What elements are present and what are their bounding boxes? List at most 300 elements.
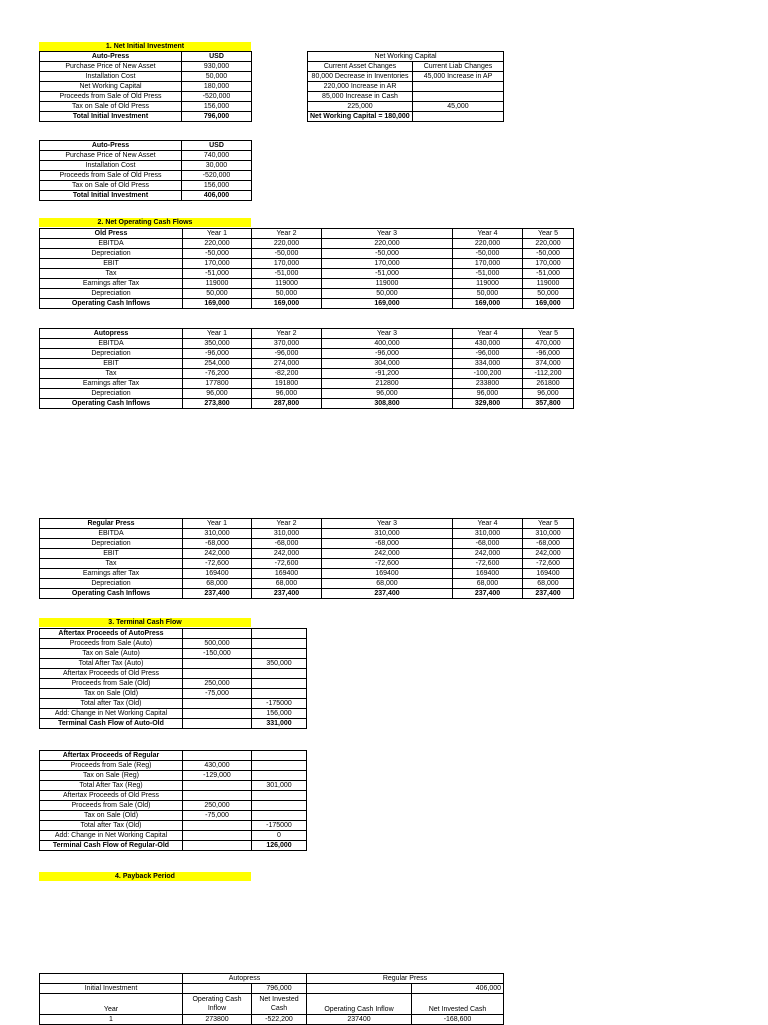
auto-cell: -112,200	[523, 369, 574, 379]
terminal-auto-cell: Total After Tax (Auto)	[40, 659, 183, 669]
nwc-row	[308, 92, 504, 102]
regular-row	[40, 539, 574, 549]
terminal-regular-cell	[252, 791, 307, 801]
auto-cell: 350,000	[183, 339, 252, 349]
initial-investment-2-cell: Tax on Sale of Old Press	[40, 181, 182, 191]
terminal-auto-cell	[183, 659, 252, 669]
old-cell: EBITDA	[40, 239, 183, 249]
auto-header-row	[40, 329, 574, 339]
auto-cell: 177800	[183, 379, 252, 389]
initial-investment-cell: USD	[182, 52, 252, 62]
nwc-cell	[413, 82, 504, 92]
terminal-regular-cell	[183, 841, 252, 851]
old-title: Old Press	[40, 229, 183, 239]
terminal-regular-row	[40, 831, 307, 841]
initial-investment-row	[40, 72, 252, 82]
regular-cell: Earnings after Tax	[40, 569, 183, 579]
regular-cell: EBITDA	[40, 529, 183, 539]
initial-investment-cell: -520,000	[182, 92, 252, 102]
regular-cell: 242,000	[252, 549, 322, 559]
initial-investment-cell: 50,000	[182, 72, 252, 82]
auto-row	[40, 339, 574, 349]
old-cell: 50,000	[322, 289, 453, 299]
old-cell: 169,000	[183, 299, 252, 309]
terminal-auto-cell: Tax on Sale (Old)	[40, 689, 183, 699]
old-press-cashflow-table	[39, 228, 574, 309]
regular-cell: 68,000	[252, 579, 322, 589]
old-row	[40, 239, 574, 249]
initial-investment-row	[40, 82, 252, 92]
terminal-regular-cell: -75,000	[183, 811, 252, 821]
auto-cell: -96,000	[252, 349, 322, 359]
auto-row	[40, 359, 574, 369]
auto-cell: Depreciation	[40, 389, 183, 399]
regular-cell: Depreciation	[40, 539, 183, 549]
initial-investment-cell: Installation Cost	[40, 72, 182, 82]
terminal-regular-cell: Proceeds from Sale (Old)	[40, 801, 183, 811]
auto-cell: 96,000	[183, 389, 252, 399]
old-cell: 170,000	[183, 259, 252, 269]
year-header: Year 2	[252, 329, 322, 339]
auto-cell: 287,800	[252, 399, 322, 409]
regular-cell: -68,000	[523, 539, 574, 549]
terminal-regular-cell: Total After Tax (Reg)	[40, 781, 183, 791]
old-cell: 220,000	[322, 239, 453, 249]
auto-cell: 96,000	[453, 389, 523, 399]
terminal-auto-cell: -75,000	[183, 689, 252, 699]
terminal-auto-cell: 350,000	[252, 659, 307, 669]
year-header: Year 1	[183, 519, 252, 529]
regular-cell: 68,000	[523, 579, 574, 589]
terminal-auto-row	[40, 699, 307, 709]
auto-initial-blank	[183, 984, 252, 994]
initial-investment-2-row	[40, 151, 252, 161]
regular-cell: 169400	[183, 569, 252, 579]
nwc-row	[308, 62, 504, 72]
nwc-cell: Current Liab Changes	[413, 62, 504, 72]
autopress-heading: Autopress	[183, 974, 307, 984]
initial-investment-row	[40, 92, 252, 102]
terminal-auto-cell: Aftertax Proceeds of Old Press	[40, 669, 183, 679]
auto-cell: 96,000	[322, 389, 453, 399]
terminal-regular-cell: -175000	[252, 821, 307, 831]
net-invested-reg: Net Invested Cash	[412, 994, 504, 1015]
auto-cell: -96,000	[453, 349, 523, 359]
regular-cell: 310,000	[183, 529, 252, 539]
old-cell: 169,000	[322, 299, 453, 309]
op-cash-inflow-auto: Operating Cash Inflow	[183, 994, 252, 1015]
regular-cell: 242,000	[453, 549, 523, 559]
auto-cell: 370,000	[252, 339, 322, 349]
old-cell: 119000	[183, 279, 252, 289]
old-cell: -50,000	[523, 249, 574, 259]
terminal-auto-cell: Aftertax Proceeds of AutoPress	[40, 629, 183, 639]
terminal-regular-cell: Total after Tax (Old)	[40, 821, 183, 831]
initial-investment-row	[40, 52, 252, 62]
terminal-regular-cell	[252, 801, 307, 811]
initial-investment-cell: Proceeds from Sale of Old Press	[40, 92, 182, 102]
auto-cell: 274,000	[252, 359, 322, 369]
old-cell: 220,000	[523, 239, 574, 249]
regular-cell: 242,000	[523, 549, 574, 559]
terminal-regular-row	[40, 791, 307, 801]
net-invested-auto: Net Invested Cash	[252, 994, 307, 1015]
auto-cell: 329,800	[453, 399, 523, 409]
terminal-auto-cell: 156,000	[252, 709, 307, 719]
payback-auto-inflow-1: 273800	[183, 1015, 252, 1025]
regular-cell: 310,000	[322, 529, 453, 539]
old-row	[40, 249, 574, 259]
terminal-regular-cell: Add: Change in Net Working Capital	[40, 831, 183, 841]
terminal-regular-cell: 250,000	[183, 801, 252, 811]
terminal-auto-row	[40, 669, 307, 679]
initial-investment-2-cell: Purchase Price of New Asset	[40, 151, 182, 161]
terminal-auto-cell	[252, 649, 307, 659]
terminal-regular-cell	[183, 781, 252, 791]
old-row	[40, 269, 574, 279]
auto-cell: EBIT	[40, 359, 183, 369]
payback-year-1: 1	[40, 1015, 183, 1025]
terminal-auto-cell: Proceeds from Sale (Auto)	[40, 639, 183, 649]
nwc-cell: 45,000 Increase in AP	[413, 72, 504, 82]
payback-blank	[40, 974, 183, 984]
old-row	[40, 289, 574, 299]
auto-row	[40, 349, 574, 359]
old-cell: 170,000	[523, 259, 574, 269]
regular-title: Regular Press	[40, 519, 183, 529]
terminal-auto-cell	[183, 699, 252, 709]
regular-cell: 310,000	[252, 529, 322, 539]
initial-investment-cell: 796,000	[182, 112, 252, 122]
terminal-auto-cell	[252, 629, 307, 639]
auto-cell: -100,200	[453, 369, 523, 379]
regular-cell: -68,000	[322, 539, 453, 549]
year-label: Year	[40, 994, 183, 1015]
regular-press-heading: Regular Press	[307, 974, 504, 984]
year-header: Year 5	[523, 519, 574, 529]
nwc-cell	[413, 92, 504, 102]
section3-header: 3. Terminal Cash Flow	[39, 618, 251, 627]
initial-investment-label: Initial Investment	[40, 984, 183, 994]
initial-investment-cell: 156,000	[182, 102, 252, 112]
initial-investment-2-row	[40, 141, 252, 151]
terminal-regular-row	[40, 771, 307, 781]
nwc-cell: 85,000 Increase in Cash	[308, 92, 413, 102]
initial-investment-2-cell: Installation Cost	[40, 161, 182, 171]
initial-investment-row	[40, 112, 252, 122]
terminal-regular-row	[40, 841, 307, 851]
auto-cell: 304,000	[322, 359, 453, 369]
terminal-auto-cell	[183, 719, 252, 729]
payback-table	[39, 973, 504, 1025]
auto-initial-value: 796,000	[252, 984, 307, 994]
net-working-capital-table	[307, 51, 504, 122]
auto-cell: 254,000	[183, 359, 252, 369]
regular-cell: 68,000	[322, 579, 453, 589]
nwc-cell: 45,000	[413, 102, 504, 112]
regular-row	[40, 569, 574, 579]
nwc-row	[308, 72, 504, 82]
regular-row	[40, 549, 574, 559]
initial-investment-2-cell: 156,000	[182, 181, 252, 191]
old-cell: 220,000	[183, 239, 252, 249]
initial-investment-2-cell: 740,000	[182, 151, 252, 161]
initial-investment-2-cell: 30,000	[182, 161, 252, 171]
terminal-auto-row	[40, 709, 307, 719]
regular-cell: 242,000	[322, 549, 453, 559]
terminal-regular-row	[40, 821, 307, 831]
regular-cell: -68,000	[453, 539, 523, 549]
regular-cell: Depreciation	[40, 579, 183, 589]
initial-investment-2-row	[40, 191, 252, 201]
terminal-regular-cell: -129,000	[183, 771, 252, 781]
auto-row	[40, 389, 574, 399]
old-cell: -51,000	[322, 269, 453, 279]
terminal-auto-cell: Add: Change in Net Working Capital	[40, 709, 183, 719]
initial-investment-table-2	[39, 140, 252, 201]
auto-cell: Depreciation	[40, 349, 183, 359]
nwc-cell: 225,000	[308, 102, 413, 112]
terminal-auto-cell: Tax on Sale (Auto)	[40, 649, 183, 659]
year-header: Year 3	[322, 329, 453, 339]
regular-row	[40, 589, 574, 599]
auto-cell: 334,000	[453, 359, 523, 369]
terminal-regular-row	[40, 781, 307, 791]
initial-investment-2-row	[40, 171, 252, 181]
terminal-regular-cell	[183, 821, 252, 831]
payback-auto-net-1: -522,200	[252, 1015, 307, 1025]
terminal-regular-row	[40, 761, 307, 771]
terminal-regular-table	[39, 750, 307, 851]
regular-cell: 169400	[453, 569, 523, 579]
regular-cell: EBIT	[40, 549, 183, 559]
terminal-auto-row	[40, 629, 307, 639]
terminal-auto-row	[40, 719, 307, 729]
regular-cell: 237,400	[453, 589, 523, 599]
regular-cell: -68,000	[252, 539, 322, 549]
year-header: Year 3	[322, 229, 453, 239]
nwc-cell: 80,000 Decrease in Inventories	[308, 72, 413, 82]
auto-cell: 374,000	[523, 359, 574, 369]
terminal-auto-cell	[252, 639, 307, 649]
old-header-row	[40, 229, 574, 239]
regular-row	[40, 529, 574, 539]
year-header: Year 1	[183, 229, 252, 239]
section4-header: 4. Payback Period	[39, 872, 251, 881]
initial-investment-cell: Purchase Price of New Asset	[40, 62, 182, 72]
initial-investment-2-cell: Proceeds from Sale of Old Press	[40, 171, 182, 181]
terminal-auto-cell	[252, 669, 307, 679]
auto-cell: 400,000	[322, 339, 453, 349]
terminal-auto-row	[40, 689, 307, 699]
terminal-regular-cell: 301,000	[252, 781, 307, 791]
old-cell: 169,000	[453, 299, 523, 309]
auto-row	[40, 369, 574, 379]
terminal-regular-cell: Tax on Sale (Reg)	[40, 771, 183, 781]
terminal-auto-cell: 250,000	[183, 679, 252, 689]
regular-cell: -68,000	[183, 539, 252, 549]
nwc-total: Net Working Capital = 180,000	[308, 112, 413, 122]
old-cell: -50,000	[322, 249, 453, 259]
year-header: Year 2	[252, 519, 322, 529]
terminal-regular-cell: Proceeds from Sale (Reg)	[40, 761, 183, 771]
regular-cell: 169400	[252, 569, 322, 579]
year-header: Year 2	[252, 229, 322, 239]
regular-cell: Operating Cash Inflows	[40, 589, 183, 599]
old-row	[40, 279, 574, 289]
old-cell: 169,000	[523, 299, 574, 309]
old-cell: 170,000	[453, 259, 523, 269]
old-row	[40, 259, 574, 269]
terminal-regular-cell	[183, 831, 252, 841]
regular-cell: -72,600	[523, 559, 574, 569]
auto-cell: -96,000	[523, 349, 574, 359]
year-header: Year 5	[523, 229, 574, 239]
regular-cell: Tax	[40, 559, 183, 569]
initial-investment-cell: Auto-Press	[40, 52, 182, 62]
autopress-cashflow-table	[39, 328, 574, 409]
auto-cell: -76,200	[183, 369, 252, 379]
old-cell: -50,000	[183, 249, 252, 259]
old-cell: 119000	[453, 279, 523, 289]
auto-cell: 273,800	[183, 399, 252, 409]
initial-investment-cell: Net Working Capital	[40, 82, 182, 92]
initial-investment-2-cell: Auto-Press	[40, 141, 182, 151]
old-cell: Depreciation	[40, 249, 183, 259]
old-cell: -51,000	[183, 269, 252, 279]
year-header: Year 1	[183, 329, 252, 339]
year-header: Year 5	[523, 329, 574, 339]
nwc-row	[308, 82, 504, 92]
auto-cell: 430,000	[453, 339, 523, 349]
terminal-regular-row	[40, 811, 307, 821]
terminal-auto-cell: -150,000	[183, 649, 252, 659]
terminal-auto-cell: -175000	[252, 699, 307, 709]
terminal-auto-row	[40, 649, 307, 659]
auto-cell: 191800	[252, 379, 322, 389]
regular-cell: 310,000	[523, 529, 574, 539]
auto-cell: 96,000	[252, 389, 322, 399]
old-row	[40, 299, 574, 309]
auto-cell: 96,000	[523, 389, 574, 399]
old-cell: 170,000	[252, 259, 322, 269]
old-cell: Operating Cash Inflows	[40, 299, 183, 309]
old-cell: 50,000	[183, 289, 252, 299]
terminal-regular-cell: Aftertax Proceeds of Regular	[40, 751, 183, 761]
regular-cell: -72,600	[252, 559, 322, 569]
auto-cell: -96,000	[183, 349, 252, 359]
regular-press-cashflow-table	[39, 518, 574, 599]
initial-investment-2-cell: -520,000	[182, 171, 252, 181]
regular-cell: 169400	[322, 569, 453, 579]
terminal-regular-cell: Tax on Sale (Old)	[40, 811, 183, 821]
old-cell: EBIT	[40, 259, 183, 269]
regular-row	[40, 559, 574, 569]
regular-row	[40, 579, 574, 589]
auto-cell: -82,200	[252, 369, 322, 379]
year-header: Year 4	[453, 229, 523, 239]
old-cell: -51,000	[523, 269, 574, 279]
regular-cell: 310,000	[453, 529, 523, 539]
regular-cell: 68,000	[453, 579, 523, 589]
initial-investment-2-cell: Total Initial Investment	[40, 191, 182, 201]
terminal-regular-cell	[252, 751, 307, 761]
old-cell: 50,000	[523, 289, 574, 299]
initial-investment-table	[39, 51, 252, 122]
regular-cell: -72,600	[183, 559, 252, 569]
old-cell: 220,000	[453, 239, 523, 249]
terminal-auto-row	[40, 659, 307, 669]
initial-investment-2-cell: 406,000	[182, 191, 252, 201]
old-cell: Depreciation	[40, 289, 183, 299]
old-cell: -50,000	[453, 249, 523, 259]
initial-investment-2-row	[40, 161, 252, 171]
initial-investment-cell: 930,000	[182, 62, 252, 72]
regular-cell: 68,000	[183, 579, 252, 589]
terminal-regular-cell: 0	[252, 831, 307, 841]
initial-investment-cell: Total Initial Investment	[40, 112, 182, 122]
auto-cell: 212800	[322, 379, 453, 389]
regular-cell: 242,000	[183, 549, 252, 559]
terminal-regular-row	[40, 801, 307, 811]
terminal-auto-cell	[252, 689, 307, 699]
initial-investment-cell: Tax on Sale of Old Press	[40, 102, 182, 112]
regular-cell: -72,600	[322, 559, 453, 569]
old-cell: 50,000	[453, 289, 523, 299]
auto-cell: -96,000	[322, 349, 453, 359]
regular-cell: 169400	[523, 569, 574, 579]
auto-cell: 233800	[453, 379, 523, 389]
terminal-auto-row	[40, 639, 307, 649]
nwc-row	[308, 112, 504, 122]
old-cell: 50,000	[252, 289, 322, 299]
initial-investment-2-cell: USD	[182, 141, 252, 151]
reg-initial-blank	[307, 984, 412, 994]
old-cell: 119000	[322, 279, 453, 289]
old-cell: -50,000	[252, 249, 322, 259]
old-cell: -51,000	[453, 269, 523, 279]
old-cell: 169,000	[252, 299, 322, 309]
nwc-cell: Current Asset Changes	[308, 62, 413, 72]
regular-header-row	[40, 519, 574, 529]
auto-cell: EBITDA	[40, 339, 183, 349]
auto-row	[40, 379, 574, 389]
auto-title: Autopress	[40, 329, 183, 339]
terminal-auto-cell: 500,000	[183, 639, 252, 649]
old-cell: -51,000	[252, 269, 322, 279]
regular-cell: 237,400	[183, 589, 252, 599]
terminal-regular-cell	[252, 811, 307, 821]
terminal-auto-cell: Proceeds from Sale (Old)	[40, 679, 183, 689]
year-header: Year 4	[453, 329, 523, 339]
auto-row	[40, 399, 574, 409]
initial-investment-2-row	[40, 181, 252, 191]
nwc-cell: 220,000 Increase in AR	[308, 82, 413, 92]
auto-cell: -91,200	[322, 369, 453, 379]
regular-cell: 237,400	[523, 589, 574, 599]
terminal-regular-cell	[252, 771, 307, 781]
terminal-regular-row	[40, 751, 307, 761]
regular-cell: 237,400	[322, 589, 453, 599]
terminal-regular-cell	[183, 791, 252, 801]
auto-cell: Earnings after Tax	[40, 379, 183, 389]
auto-cell: Tax	[40, 369, 183, 379]
old-cell: 220,000	[252, 239, 322, 249]
terminal-auto-cell	[183, 709, 252, 719]
regular-cell: -72,600	[453, 559, 523, 569]
payback-reg-net-1: -168,600	[412, 1015, 504, 1025]
nwc-title: Net Working Capital	[308, 52, 504, 62]
